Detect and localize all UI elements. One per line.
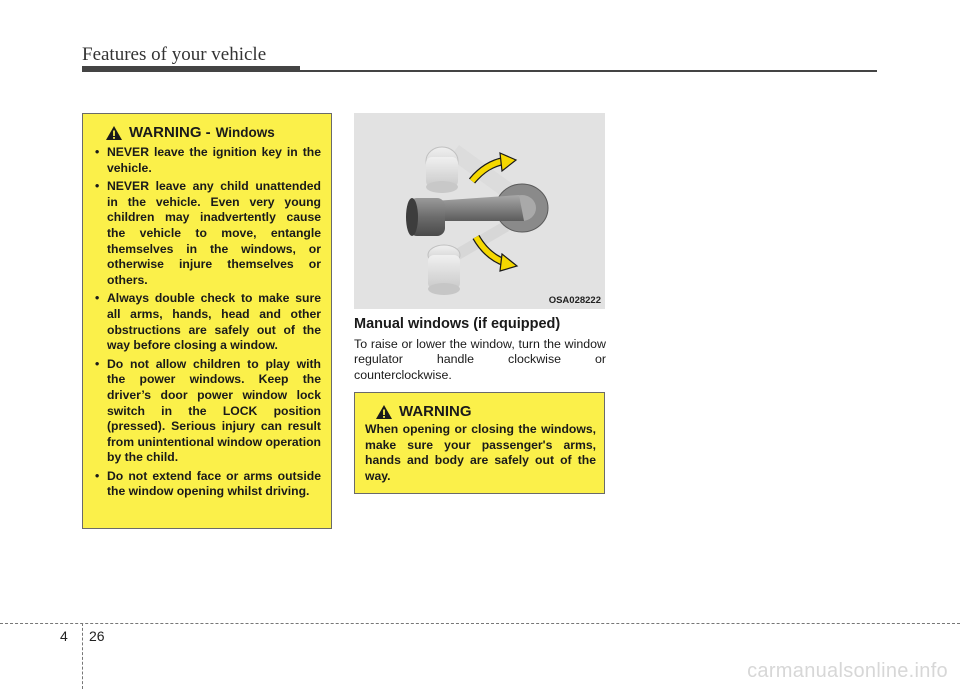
section-body: To raise or lower the window, turn the window regulator handle clockwise or counterclockwise.: [354, 337, 606, 382]
window-handle-figure: [354, 113, 605, 309]
list-item: • Always double check to make sure all arms, hands, head and other obstructions are safely out of the way before closing a window.: [95, 291, 321, 353]
handle-arm: [434, 195, 524, 221]
header-rule-thin: [300, 70, 877, 72]
section-heading: Manual windows (if equipped): [354, 316, 561, 332]
warning-triangle-icon: [105, 125, 123, 141]
warning-general-title: WARNING: [399, 403, 472, 420]
list-item: • Do not extend face or arms outside the window opening whilst driving.: [95, 469, 321, 500]
watermark: carmanualsonline.info: [747, 660, 948, 682]
figure-code: OSA028222: [548, 295, 601, 306]
footer-rule: [0, 623, 960, 624]
window-handle-illustration: [354, 113, 605, 309]
chapter-number: 4: [60, 628, 68, 644]
warning-general-box: [354, 392, 605, 494]
warning-general-text: When opening or closing the windows, make sure your passenger's arms, hands and body are safely out of the way.: [365, 422, 596, 483]
warning-windows-subtitle: Windows: [215, 125, 275, 140]
warning-windows-list: [95, 145, 321, 500]
page-number: 26: [89, 628, 105, 644]
warning-triangle-icon: [375, 404, 393, 420]
header-title: Features of your vehicle: [82, 44, 267, 65]
footer-divider: [82, 623, 83, 689]
list-item: • Do not allow children to play with the power windows. Keep the driver’s door power window lock switch in the LOCK position (pressed). Serious injury can result from unintentional window operation by the child.: [95, 357, 321, 466]
warning-general-header: [365, 403, 596, 420]
list-item: • NEVER leave the ignition key in the vehicle.: [95, 145, 321, 176]
warning-windows-title: WARNING -: [129, 124, 211, 141]
header-rule-thick: [82, 66, 300, 72]
warning-windows-box: [82, 113, 332, 529]
list-item: • NEVER leave any child unattended in the vehicle. Even very young children may inadvertently cause the vehicle to move, entangle themselves in the windows, or otherwise injure themselves or others.: [95, 179, 321, 288]
warning-windows-header: [95, 124, 321, 141]
